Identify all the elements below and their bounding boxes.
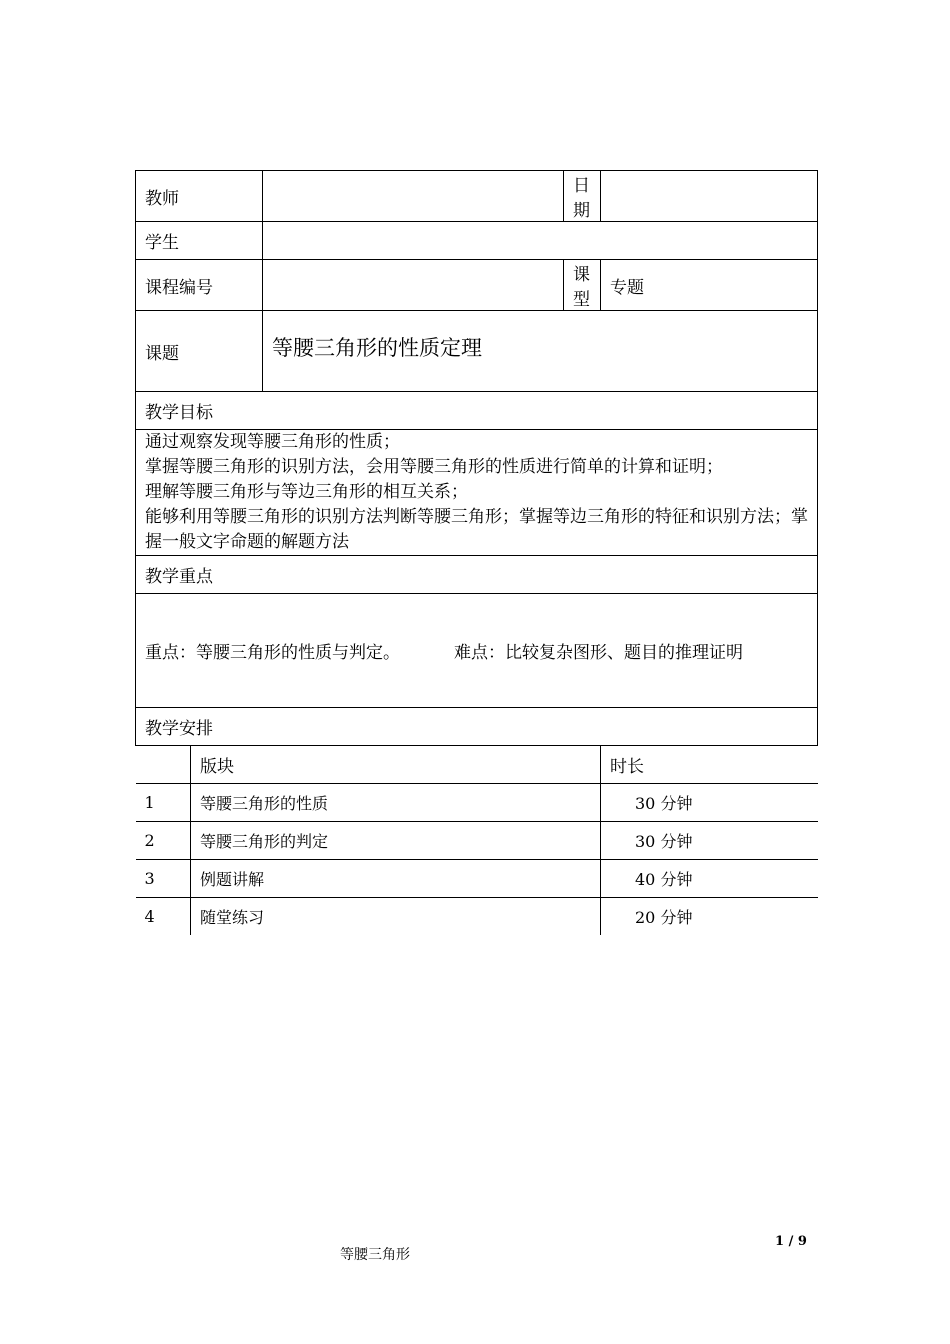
row-number: 3 [136,860,191,898]
topic-title: 等腰三角形的性质定理 [272,336,482,360]
topic-row [136,311,818,392]
row-duration: 30 分钟 [601,822,818,860]
arrangement-header-row [136,708,818,746]
duration-header: 时长 [601,746,818,784]
key-point: 重点：等腰三角形的性质与判定。 [145,643,400,663]
date-label: 日期 [564,171,601,222]
topic-cell [263,311,818,392]
row-duration: 40 分钟 [601,860,818,898]
course-code-label: 课程编号 [136,260,263,311]
arrangement-header [136,746,818,784]
row-module: 等腰三角形的判定 [191,822,601,860]
arrangement-label: 教学安排 [136,708,818,746]
key-points-row [136,594,818,708]
difficulty-point: 难点：比较复杂图形、题目的推理证明 [454,643,743,663]
objective-line: 理解等腰三角形与等边三角形的相互关系； [145,482,468,502]
row-number: 4 [136,898,191,936]
key-points-label: 教学重点 [136,556,818,594]
num-header [136,746,191,784]
topic-label: 课题 [136,311,263,392]
course-code-value [263,260,564,311]
student-value [263,222,818,260]
objectives-row [136,430,818,556]
row-module: 例题讲解 [191,860,601,898]
row-number: 1 [136,784,191,822]
lesson-plan-table [135,170,818,935]
course-code-row [136,260,818,311]
row-module: 等腰三角形的性质 [191,784,601,822]
teacher-value [263,171,564,222]
table-row [136,822,818,860]
module-header: 版块 [191,746,601,784]
table-row [136,898,818,936]
teacher-label: 教师 [136,171,263,222]
footer-title: 等腰三角形 [340,1247,410,1263]
key-points-text [136,594,818,708]
row-number: 2 [136,822,191,860]
course-type-value: 专题 [601,260,818,311]
row-module: 随堂练习 [191,898,601,936]
objectives-label: 教学目标 [136,392,818,430]
objective-line: 能够利用等腰三角形的识别方法判断等腰三角形；掌握等边三角形的特征和识别方法；掌 [145,507,808,527]
objective-line: 掌握等腰三角形的识别方法，会用等腰三角形的性质进行简单的计算和证明； [145,457,723,477]
arrangement-cell [136,746,818,936]
objectives-text [136,430,818,556]
course-type-label: 课型 [564,260,601,311]
row-duration: 20 分钟 [601,898,818,936]
student-row [136,222,818,260]
arrangement-table [136,746,818,935]
table-row [136,860,818,898]
arrangement-table-row [136,746,818,936]
teacher-row [136,171,818,222]
objective-line: 握一般文字命题的解题方法 [145,532,349,552]
objective-line: 通过观察发现等腰三角形的性质； [145,432,400,452]
date-value [601,171,818,222]
table-row [136,784,818,822]
key-points-header-row [136,556,818,594]
student-label: 学生 [136,222,263,260]
page-number: 1 / 9 [775,1234,807,1249]
objectives-header-row [136,392,818,430]
row-duration: 30 分钟 [601,784,818,822]
